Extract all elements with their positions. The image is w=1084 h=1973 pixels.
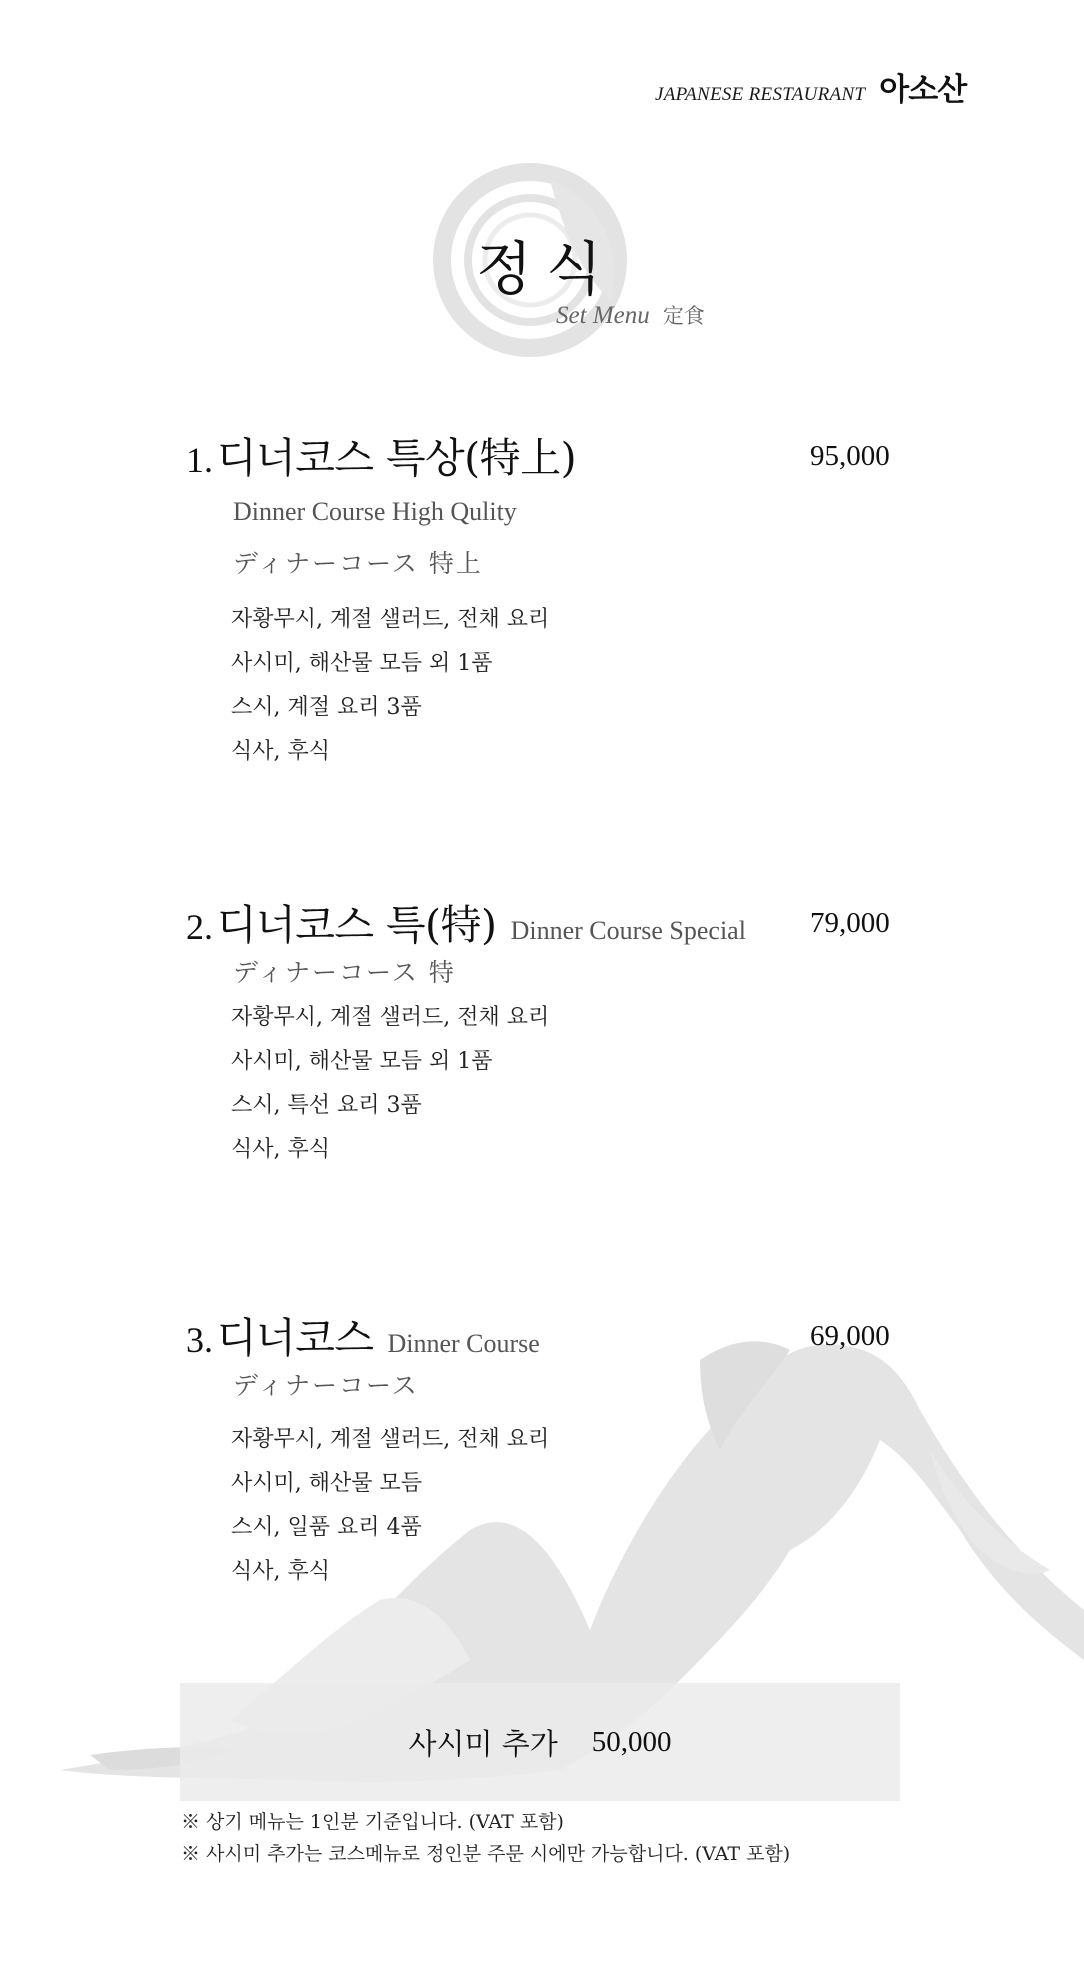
- course-item: 자황무시, 계절 샐러드, 전채 요리: [231, 607, 550, 632]
- menu-item-number: 3.: [186, 1320, 213, 1360]
- course-item: 식사, 후식: [231, 1559, 330, 1584]
- course-item: 식사, 후식: [231, 1137, 330, 1162]
- restaurant-type: JAPANESE RESTAURANT: [655, 84, 866, 105]
- menu-item-1-price: 95,000: [810, 440, 890, 472]
- menu-item-1-name-en: Dinner Course High Qulity: [233, 497, 517, 526]
- restaurant-name-logo: 아소산: [879, 72, 967, 108]
- menu-item-3-name-jp: ディナーコース: [233, 1371, 419, 1400]
- footnote: ※ 사시미 추가는 코스메뉴로 정인분 주문 시에만 가능합니다. (VAT 포함): [181, 1843, 791, 1865]
- course-item: 스시, 특선 요리 3품: [231, 1093, 422, 1118]
- menu-item-name-ko: 디너코스: [217, 1314, 374, 1362]
- title-english: Set Menu: [556, 302, 650, 329]
- menu-item-number: 1.: [186, 440, 213, 480]
- addon-price: 50,000: [591, 1725, 672, 1758]
- menu-item-name-ko: 디너코스 특상(特上): [217, 434, 577, 482]
- course-item: 식사, 후식: [231, 739, 330, 764]
- addon-label: 사시미 추가: [408, 1726, 558, 1761]
- course-item: 사시미, 해산물 모듬 외 1품: [231, 1049, 493, 1074]
- course-item: 사시미, 해산물 모듬 외 1품: [231, 651, 493, 676]
- footnote: ※ 상기 메뉴는 1인분 기준입니다. (VAT 포함): [181, 1811, 564, 1833]
- menu-item-2-price: 79,000: [810, 907, 890, 939]
- menu-item-3-course-list: [231, 1418, 549, 1594]
- title-japanese: 定食: [662, 304, 705, 328]
- menu-item-1-name-jp: ディナーコース 特上: [233, 549, 483, 578]
- menu-item-1-course-list: [231, 598, 549, 774]
- menu-item-3-header: [186, 1305, 540, 1364]
- course-item: 자황무시, 계절 샐러드, 전채 요리: [231, 1005, 550, 1030]
- menu-item-1-header: [186, 425, 576, 484]
- menu-item-2-name-jp: ディナーコース 特: [233, 958, 456, 987]
- course-item: 스시, 일품 요리 4품: [231, 1515, 422, 1540]
- footnotes: [181, 1806, 790, 1870]
- page-title: 정식: [476, 235, 617, 303]
- menu-item-number: 2.: [186, 907, 213, 947]
- sashimi-addon-box: [180, 1683, 900, 1801]
- page-subtitle: [556, 300, 705, 330]
- brand-header: [655, 64, 966, 109]
- menu-item-name-ko: 디너코스 특(特): [217, 901, 497, 949]
- menu-item-2-header: [186, 892, 746, 951]
- course-item: 자황무시, 계절 샐러드, 전채 요리: [231, 1427, 550, 1452]
- course-item: 스시, 계절 요리 3품: [231, 695, 422, 720]
- menu-item-name-en: Dinner Course: [387, 1329, 540, 1358]
- menu-item-3-price: 69,000: [810, 1320, 890, 1352]
- menu-item-name-en: Dinner Course Special: [510, 916, 746, 945]
- menu-item-2-course-list: [231, 996, 549, 1172]
- course-item: 사시미, 해산물 모듬: [231, 1471, 422, 1496]
